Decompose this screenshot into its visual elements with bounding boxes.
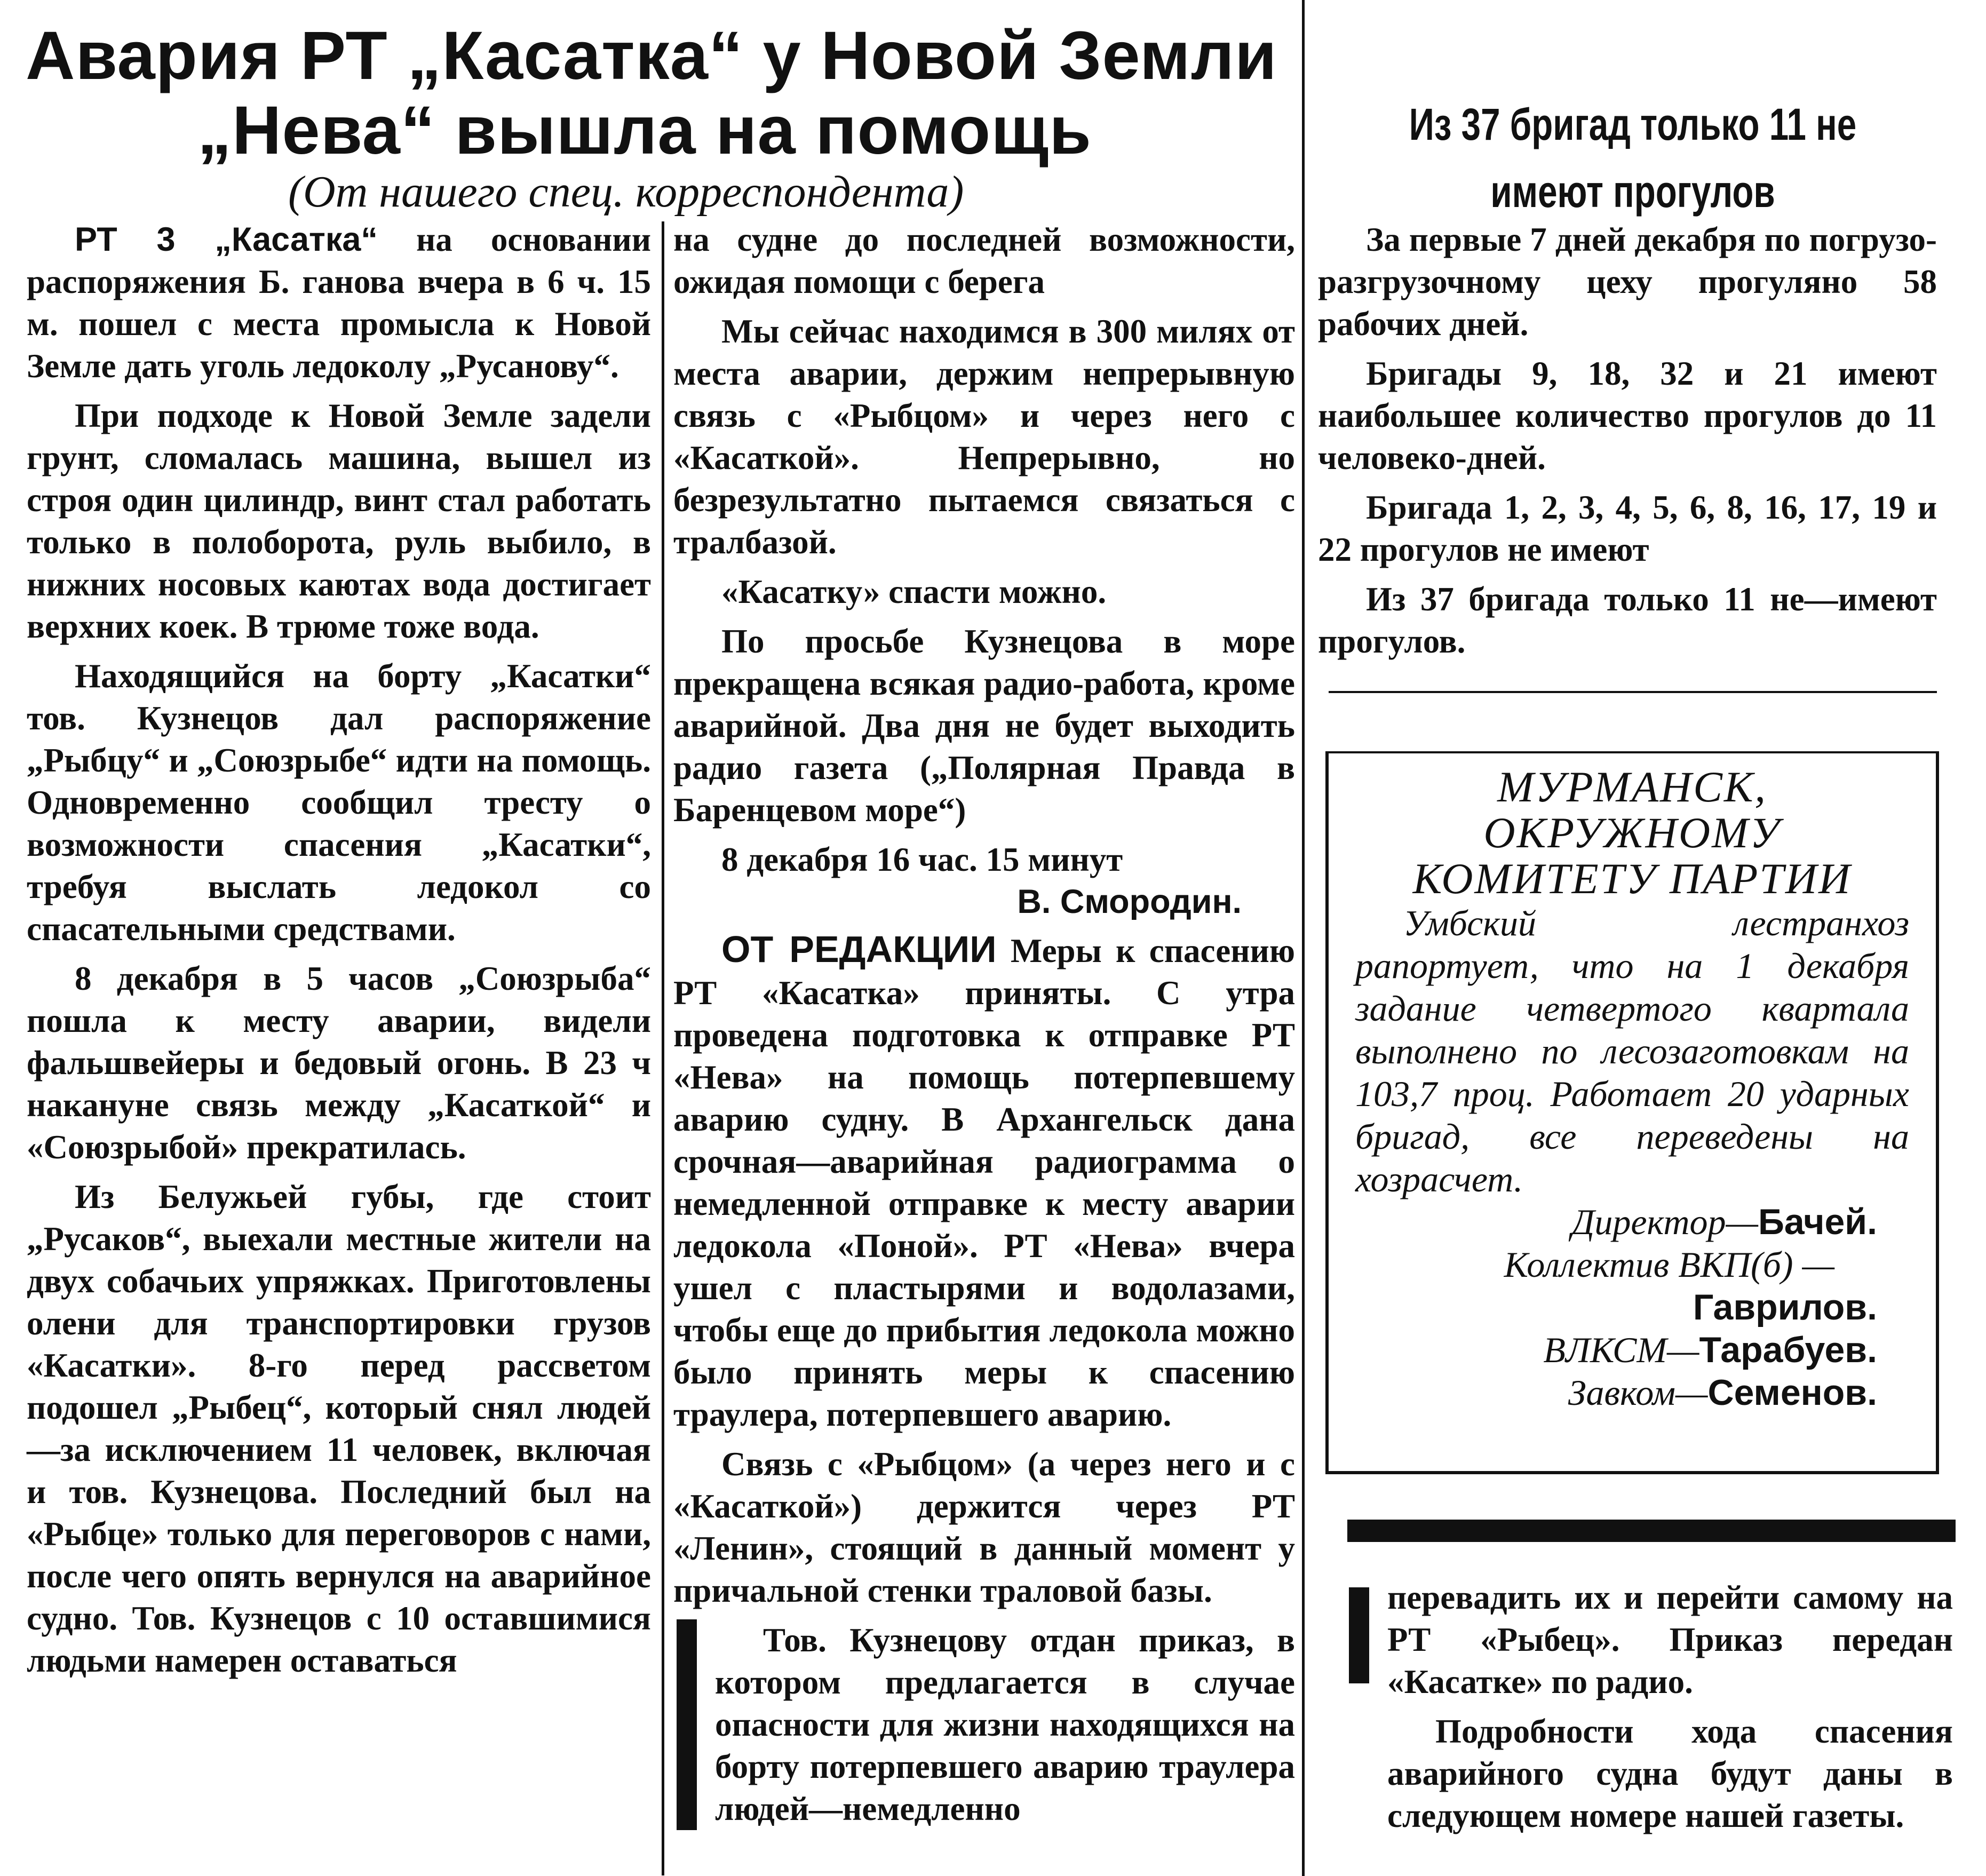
paragraph: Мы сейчас находимся в 300 милях от места аварии, держим непрерывную связь с «Рыбцом» и через него с «Касаткой». Непрерывно, но безрезультатно пытаемся связаться с тралбазой. — [673, 313, 1295, 561]
signature-2-role: Коллектив ВКП(б) — — [1504, 1244, 1834, 1285]
box-title: МУРМАНСК, ОКРУЖНОМУ КОМИТЕТУ ПАРТИИ — [1412, 762, 1852, 903]
paragraph: Из Белужьей губы, где стоит „Русаков“, выехали местные жители на двух собачьих упряжках. Приготовлены олени для транспортировки грузов «Касатки». 8-го перед рассветом подошел „Рыбец“, который снял людей—за исключением 11 человек, включая и тов. Кузнецова. Последний был на «Рыбце» только для переговоров с нами, после чего опять вернулся на аварийное судно. Тов. Кузнецов с 10 оставшимися людьми намерен оставаться — [27, 1178, 651, 1679]
headline-line-2: „Нева“ вышла на помощь — [197, 92, 1092, 169]
signature-4: Завком—Семенов. — [1568, 1372, 1877, 1413]
paragraph: По просьбе Кузнецова в море прекращена всякая радио-работа, кроме аварийной. Два дня не будет выходить радио газета („Полярная Правда в Баренцевом море“) — [673, 623, 1295, 829]
thick-divider — [1347, 1520, 1956, 1542]
paragraph: Связь с «Рыбцом» (а через него и с «Касаткой») держится через РТ «Ленин», стоящий в данный момент у причальной стенки траловой базы. — [673, 1445, 1295, 1609]
column-2 — [673, 219, 1295, 1830]
paragraph: на основании распоряжения Б. ганова вчера в 6 ч. 15 м. пошел с места промысла к Новой Земле дать уголь ледоколу „Русанову“. — [27, 221, 651, 385]
section-divider — [1329, 691, 1937, 693]
column-divider — [1302, 0, 1305, 1876]
editorial-lead: ОТ РЕДАКЦИИ — [721, 928, 997, 970]
paragraph: При подходе к Новой Земле задели грунт, сломалась машина, вышел из строя один цилиндр, винт стал работать только в полоборота, руль выбило, в нижних носовых каютах вода достигает верхних коек. В трюме тоже вода. — [27, 397, 651, 645]
column-marker-bar — [1349, 1587, 1369, 1683]
lead-ship-name: РТ 3 „Касатка“ — [75, 221, 378, 258]
paragraph: Бригады 9, 18, 32 и 21 имеют наибольшее количество прогулов до 11 человеко-дней. — [1318, 355, 1937, 476]
column-marker-bar — [677, 1619, 697, 1830]
paragraph: Из 37 бригада только 11 не—имеют прогулов. — [1318, 581, 1937, 660]
paragraph: Меры к спасению РТ «Касатка» приняты. С утра проведена подготовка к отправке РТ «Нева» на помощь потерпевшему аварию судну. В Архангельск дана срочная—аварийная радиограмма о немедленной отправке к месту аварии ледокола «Поной». РТ «Нева» вчера ушел с пластырями и водолазами, чтобы еще до прибытия ледокола можно было принять меры к спасению траулера, потерпевшего аварию. — [673, 932, 1295, 1433]
paragraph: на судне до последней возможности, ожидая помощи с берега — [673, 221, 1295, 300]
signature-1: Директор—Бачей. — [1571, 1202, 1877, 1242]
paragraph: За первые 7 дней декабря по погрузо-разгрузочному цеху прогуляно 58 рабочих дней. — [1318, 221, 1937, 343]
column-3-continuation — [1387, 1577, 1953, 1845]
paragraph: Подробности хода спасения аварийного судна будут даны в следующем номере нашей газеты. — [1387, 1713, 1953, 1834]
signature: В. Смородин. — [1017, 883, 1242, 920]
dateline: 8 декабря 16 час. 15 минут — [721, 841, 1123, 878]
column-divider — [662, 221, 664, 1875]
paragraph: Бригада 1, 2, 3, 4, 5, 6, 8, 16, 17, 19 и 22 прогулов не имеют — [1318, 489, 1937, 568]
telegram-box — [1325, 751, 1939, 1474]
paragraph: «Касатку» спасти можно. — [721, 573, 1107, 610]
column-1 — [27, 219, 651, 1689]
paragraph: Тов. Кузнецову отдан приказ, в котором предлагается в случае опасности для жизни находящихся на борту потерпевшего аварию траулера людей—немедленно — [715, 1621, 1295, 1827]
marked-paragraph — [673, 1619, 1295, 1830]
paragraph: 8 декабря в 5 часов „Союзрыба“ пошла к месту аварии, видели фальшвейеры и бедовый огонь. В 23 ч накануне связь между „Касаткой“ и «Союзрыбой» прекратилась. — [27, 960, 651, 1166]
paragraph: перевадить их и перейти самому на РТ «Рыбец». Приказ передан «Касатке» по радио. — [1387, 1579, 1953, 1700]
headline-line-1: Авария РТ „Касатка“ у Новой Земли — [26, 18, 1277, 94]
box-body: Умбский лестранхоз рапортует, что на 1 декабря задание четвертого квартала выполнено по лесозаготовкам на 103,7 проц. Работает 20 ударных бригад, все переведены на хозрасчет. — [1355, 903, 1909, 1199]
paragraph: Находящийся на борту „Касатки“ тов. Кузнецов дал распоряжение „Рыбцу“ и „Союзрыбе“ идти на помощь. Одновременно сообщил тресту о возможности спасения „Касатки“, требуя выслать ледокол со спасательными средствами. — [27, 657, 651, 948]
column-3 — [1318, 219, 1937, 670]
signature-3: ВЛКСМ—Тарабуев. — [1543, 1330, 1877, 1370]
article-headline: Из 37 бригад только 11 не имеют прогулов — [1409, 99, 1857, 217]
byline: (От нашего спец. корреспондента) — [288, 167, 964, 217]
signature-2-name: Гаврилов. — [1693, 1287, 1877, 1327]
